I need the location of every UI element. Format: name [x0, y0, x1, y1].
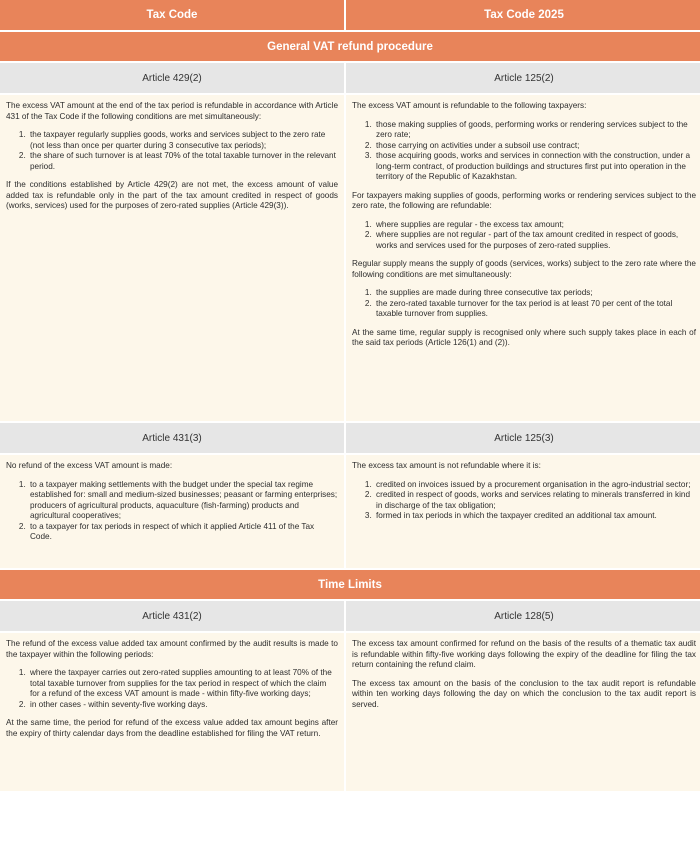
paragraph: If the conditions established by Article 429(2) are not met, the excess amount of value added tax is refundable only in the part of the tax amount credited in respect of goods (works, services) used for the purposes of zero-rated supplies (Article 429(3)). [6, 180, 338, 210]
list-item: 2. the zero-rated taxable turnover for the tax period is at least 70 per cent of the total taxable turnover from supplies. [374, 299, 696, 320]
article-heading-right: Article 125(2) [346, 63, 700, 93]
article-heading-row [0, 423, 700, 453]
list-item: 2. where supplies are not regular - part of the tax amount credited in respect of goods, works and services used for the purposes of zero-rated supplies. [374, 230, 696, 251]
list-item: 1. where the taxpayer carries out zero-rated supplies amounting to at least 70% of the total taxable turnover from supplies for the tax period in respect of which the claim for a refund of the excess VAT amount is made - within fifty-five working days; [28, 668, 338, 700]
article-body-left [0, 95, 344, 421]
numbered-list [352, 288, 696, 320]
paragraph: The excess tax amount is not refundable where it is: [352, 461, 541, 470]
list-item: 1. those making supplies of goods, performing works or rendering services subject to the zero rate; [374, 120, 696, 141]
article-heading-right: Article 125(3) [346, 423, 700, 453]
list-item: 3. formed in tax periods in which the taxpayer credited an additional tax amount. [374, 511, 696, 522]
paragraph: The excess VAT amount is refundable to the following taxpayers: [352, 101, 587, 110]
list-item: 2. in other cases - within seventy-five working days. [28, 700, 338, 711]
article-heading-row [0, 63, 700, 93]
paragraph: No refund of the excess VAT amount is made: [6, 461, 173, 470]
paragraph: The refund of the excess value added tax amount confirmed by the audit results is made to the taxpayer within the following periods: [6, 639, 338, 659]
article-body-row [0, 95, 700, 421]
article-body-row [0, 633, 700, 791]
numbered-list [6, 480, 338, 543]
article-body-right [346, 455, 700, 568]
list-item: 1. the supplies are made during three consecutive tax periods; [374, 288, 696, 299]
list-item: 1. where supplies are regular - the excess tax amount; [374, 220, 696, 231]
list-item: 2. credited in respect of goods, works and services relating to minerals transferred in kind in discharge of the tax obligation; [374, 490, 696, 511]
list-item: 1. the taxpayer regularly supplies goods, works and services subject to the zero rate (not less than once per quarter during 3 consecutive tax periods); [28, 130, 338, 151]
header-tax-code-2025: Tax Code 2025 [346, 0, 700, 30]
numbered-list [6, 668, 338, 710]
article-heading-right: Article 128(5) [346, 601, 700, 631]
paragraph: At the same time, regular supply is recognised only where such supply takes place in each of the said tax periods (Article 126(1) and (2)). [352, 327, 696, 347]
list-item: 1. to a taxpayer making settlements with the budget under the special tax regime established for: small and medium-sized businesses; peasant or farming enterprises; producers of agricultural products, aquaculture (fish-farming) products and agricultural cooperatives; [28, 480, 338, 522]
section-title-general-vat-refund: General VAT refund procedure [0, 32, 700, 61]
article-body-row [0, 455, 700, 568]
article-body-right [346, 95, 700, 421]
paragraph: For taxpayers making supplies of goods, performing works or rendering services subject to the zero rate, the following are refundable: [352, 190, 696, 210]
article-body-left [0, 633, 344, 791]
list-item: 1. credited on invoices issued by a procurement organisation in the agro-industrial sector; [374, 480, 696, 491]
table-header [0, 0, 700, 30]
list-item: 3. those acquiring goods, works and services in connection with the construction, under a long-term contract, of production buildings and structures first put into operation in the territory of the Republic of Kazakhstan. [374, 151, 696, 183]
paragraph: The excess tax amount on the basis of the conclusion to the tax audit report is refundable within ten working days following the day on which the conclusion to the tax audit report is served. [352, 678, 696, 709]
article-heading-left: Article 429(2) [0, 63, 344, 93]
paragraph: The excess tax amount confirmed for refund on the basis of the results of a thematic tax audit is refundable within fifty-five working days following the expiry of the deadline for filing the tax return containing the refund claim. [352, 639, 696, 669]
numbered-list [352, 480, 696, 522]
article-body-right [346, 633, 700, 791]
article-heading-left: Article 431(2) [0, 601, 344, 631]
paragraph: At the same time, the period for refund of the excess value added tax amount begins after the expiry of thirty calendar days from the deadline established for filing the VAT return. [6, 718, 338, 738]
list-item: 2. the share of such turnover is at least 70% of the total taxable turnover in the relevant period. [28, 151, 338, 172]
numbered-list [352, 220, 696, 252]
paragraph: The excess VAT amount at the end of the tax period is refundable in accordance with Article 431 of the Tax Code if the following conditions are met simultaneously: [6, 101, 338, 121]
article-heading-left: Article 431(3) [0, 423, 344, 453]
numbered-list [352, 120, 696, 183]
section-title-time-limits: Time Limits [0, 570, 700, 599]
header-tax-code: Tax Code [0, 0, 344, 30]
list-item: 2. to a taxpayer for tax periods in respect of which it applied Article 411 of the Tax Code. [28, 522, 338, 543]
numbered-list [6, 130, 338, 172]
article-heading-row [0, 601, 700, 631]
article-body-left [0, 455, 344, 568]
list-item: 2. those carrying on activities under a subsoil use contract; [374, 141, 696, 152]
paragraph: Regular supply means the supply of goods (services, works) subject to the zero rate where the following conditions are met simultaneously: [352, 259, 696, 279]
